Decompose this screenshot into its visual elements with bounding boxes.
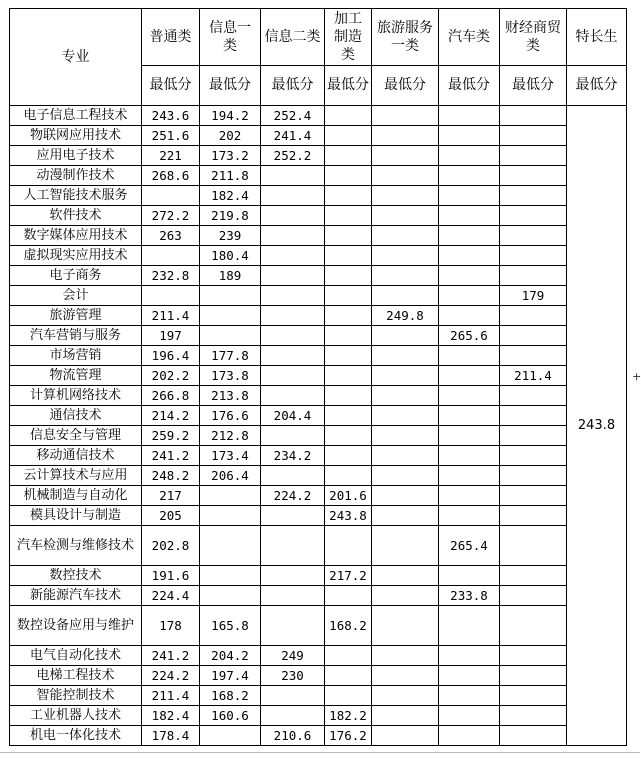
score-cell (439, 186, 500, 206)
major-name: 软件技术 (10, 206, 142, 226)
score-cell: 179 (500, 286, 567, 306)
score-cell (500, 606, 567, 646)
major-name: 汽车检测与维修技术 (10, 526, 142, 566)
score-cell (325, 186, 372, 206)
score-cell (500, 166, 567, 186)
table-row (10, 366, 627, 386)
score-cell (142, 246, 200, 266)
score-cell (261, 566, 325, 586)
category-header-special: 特长生 (567, 9, 627, 66)
major-name: 会计 (10, 286, 142, 306)
score-cell: 224.2 (142, 666, 200, 686)
score-cell (200, 566, 261, 586)
score-cell (200, 326, 261, 346)
score-cell (372, 326, 439, 346)
score-cell (439, 426, 500, 446)
score-cell: 212.8 (200, 426, 261, 446)
major-name: 移动通信技术 (10, 446, 142, 466)
table-row (10, 306, 627, 326)
table-row (10, 566, 627, 586)
score-cell (439, 246, 500, 266)
score-cell (325, 686, 372, 706)
score-cell: 265.6 (439, 326, 500, 346)
score-cell (372, 106, 439, 126)
edge-marker: + (632, 370, 641, 383)
score-cell (325, 666, 372, 686)
category-header-info-1: 信息一类 (200, 9, 261, 66)
score-cell (439, 606, 500, 646)
score-cell: 241.2 (142, 446, 200, 466)
score-cell: 182.2 (325, 706, 372, 726)
score-cell: 210.6 (261, 726, 325, 746)
score-cell (500, 106, 567, 126)
min-score-header: 最低分 (567, 66, 627, 106)
major-name: 市场营销 (10, 346, 142, 366)
score-cell: 224.2 (261, 486, 325, 506)
table-row (10, 446, 627, 466)
score-cell: 211.4 (142, 306, 200, 326)
table-row (10, 166, 627, 186)
major-name: 物流管理 (10, 366, 142, 386)
score-cell (439, 486, 500, 506)
score-cell (372, 266, 439, 286)
score-cell (261, 286, 325, 306)
table-row (10, 646, 627, 666)
score-cell (372, 166, 439, 186)
score-cell (372, 206, 439, 226)
score-cell (439, 306, 500, 326)
score-cell (372, 186, 439, 206)
score-cell (200, 306, 261, 326)
score-cell (439, 386, 500, 406)
score-cell (372, 466, 439, 486)
min-score-header: 最低分 (261, 66, 325, 106)
score-cell: 252.4 (261, 106, 325, 126)
score-cell (200, 286, 261, 306)
score-cell (261, 526, 325, 566)
score-cell (200, 526, 261, 566)
score-cell: 217 (142, 486, 200, 506)
score-cell (500, 386, 567, 406)
score-cell: 182.4 (200, 186, 261, 206)
score-cell: 180.4 (200, 246, 261, 266)
score-cell: 211.4 (500, 366, 567, 386)
score-cell (261, 266, 325, 286)
score-cell (500, 586, 567, 606)
score-cell (261, 686, 325, 706)
score-cell (325, 226, 372, 246)
score-cell: 217.2 (325, 566, 372, 586)
min-score-header: 最低分 (500, 66, 567, 106)
special-score-cell: 243.8 (567, 106, 627, 746)
major-name: 计算机网络技术 (10, 386, 142, 406)
score-cell: 178.4 (142, 726, 200, 746)
score-cell (500, 506, 567, 526)
score-cell (372, 666, 439, 686)
score-cell (372, 586, 439, 606)
score-cell (261, 166, 325, 186)
table-row (10, 386, 627, 406)
score-cell: 249.8 (372, 306, 439, 326)
table-row (10, 126, 627, 146)
score-cell (500, 446, 567, 466)
score-cell: 197 (142, 326, 200, 346)
score-cell (500, 226, 567, 246)
score-cell (500, 646, 567, 666)
score-cell (439, 726, 500, 746)
major-name: 人工智能技术服务 (10, 186, 142, 206)
score-cell: 266.8 (142, 386, 200, 406)
score-cell (372, 386, 439, 406)
major-name: 新能源汽车技术 (10, 586, 142, 606)
score-cell: 252.2 (261, 146, 325, 166)
score-cell (142, 186, 200, 206)
score-cell (439, 266, 500, 286)
table-row (10, 486, 627, 506)
score-cell (439, 646, 500, 666)
score-cell (439, 346, 500, 366)
table-row (10, 726, 627, 746)
table-row (10, 266, 627, 286)
score-cell (500, 326, 567, 346)
score-cell (500, 126, 567, 146)
score-cell (439, 686, 500, 706)
score-cell (372, 506, 439, 526)
major-name: 工业机器人技术 (10, 706, 142, 726)
score-cell (325, 426, 372, 446)
score-cell (439, 146, 500, 166)
score-cell (439, 506, 500, 526)
table-row (10, 506, 627, 526)
score-cell (325, 246, 372, 266)
score-cell (500, 426, 567, 446)
score-cell (372, 226, 439, 246)
score-cell (439, 286, 500, 306)
score-cell: 182.4 (142, 706, 200, 726)
score-cell (500, 206, 567, 226)
score-cell (261, 226, 325, 246)
major-name: 电子信息工程技术 (10, 106, 142, 126)
score-cell: 204.2 (200, 646, 261, 666)
major-name: 电气自动化技术 (10, 646, 142, 666)
table-row (10, 146, 627, 166)
score-cell (261, 606, 325, 646)
major-name: 应用电子技术 (10, 146, 142, 166)
score-cell: 176.2 (325, 726, 372, 746)
score-cell (439, 706, 500, 726)
score-cell (500, 686, 567, 706)
score-cell: 224.4 (142, 586, 200, 606)
score-cell: 177.8 (200, 346, 261, 366)
table-row (10, 326, 627, 346)
score-cell (439, 206, 500, 226)
score-cell (500, 346, 567, 366)
score-cell (439, 166, 500, 186)
major-name: 机械制造与自动化 (10, 486, 142, 506)
table-row (10, 186, 627, 206)
score-cell: 241.2 (142, 646, 200, 666)
score-cell: 173.8 (200, 366, 261, 386)
score-cell: 243.6 (142, 106, 200, 126)
score-cell (325, 266, 372, 286)
score-cell (372, 146, 439, 166)
score-cell (142, 286, 200, 306)
page-bottom-divider (0, 752, 640, 753)
score-cell (500, 266, 567, 286)
score-cell: 249 (261, 646, 325, 666)
category-header-finance: 财经商贸类 (500, 9, 567, 66)
score-cell (372, 446, 439, 466)
score-cell (325, 206, 372, 226)
score-cell (372, 706, 439, 726)
score-cell (500, 566, 567, 586)
score-cell (325, 406, 372, 426)
score-cell (500, 186, 567, 206)
score-cell (325, 166, 372, 186)
min-score-header: 最低分 (200, 66, 261, 106)
table-row (10, 526, 627, 566)
score-cell (200, 586, 261, 606)
score-cell: 251.6 (142, 126, 200, 146)
major-name: 电子商务 (10, 266, 142, 286)
score-cell (261, 306, 325, 326)
table-row (10, 466, 627, 486)
category-header-general: 普通类 (142, 9, 200, 66)
min-score-header: 最低分 (142, 66, 200, 106)
score-cell (325, 366, 372, 386)
score-cell: 176.6 (200, 406, 261, 426)
score-cell (261, 326, 325, 346)
score-cell: 173.2 (200, 146, 261, 166)
score-cell (372, 726, 439, 746)
score-cell: 243.8 (325, 506, 372, 526)
score-cell (439, 226, 500, 246)
table-row (10, 206, 627, 226)
category-header-automotive: 汽车类 (439, 9, 500, 66)
major-name: 模具设计与制造 (10, 506, 142, 526)
score-cell (372, 646, 439, 666)
score-cell: 230 (261, 666, 325, 686)
table-row (10, 426, 627, 446)
score-cell (261, 586, 325, 606)
score-cell (261, 706, 325, 726)
table-row (10, 106, 627, 126)
score-cell: 165.8 (200, 606, 261, 646)
score-cell (500, 466, 567, 486)
min-score-header: 最低分 (372, 66, 439, 106)
score-cell (372, 526, 439, 566)
score-cell (325, 586, 372, 606)
score-cell (200, 506, 261, 526)
table-row (10, 286, 627, 306)
score-cell (439, 666, 500, 686)
score-cell: 211.4 (142, 686, 200, 706)
score-cell (325, 326, 372, 346)
score-cell (261, 186, 325, 206)
score-cell (439, 566, 500, 586)
score-cell: 241.4 (261, 126, 325, 146)
score-cell (372, 486, 439, 506)
header-row (10, 9, 627, 66)
score-cell: 248.2 (142, 466, 200, 486)
major-name: 通信技术 (10, 406, 142, 426)
major-name: 信息安全与管理 (10, 426, 142, 446)
score-cell: 196.4 (142, 346, 200, 366)
score-cell: 233.8 (439, 586, 500, 606)
score-cell: 191.6 (142, 566, 200, 586)
score-cell: 268.6 (142, 166, 200, 186)
score-cell (372, 126, 439, 146)
score-cell (261, 386, 325, 406)
score-cell: 202 (200, 126, 261, 146)
table-row (10, 666, 627, 686)
score-cell (261, 346, 325, 366)
major-name: 动漫制作技术 (10, 166, 142, 186)
major-name: 旅游管理 (10, 306, 142, 326)
score-cell (372, 366, 439, 386)
score-cell (439, 366, 500, 386)
score-cell (261, 206, 325, 226)
min-score-header: 最低分 (325, 66, 372, 106)
score-cell: 168.2 (200, 686, 261, 706)
score-cell (325, 526, 372, 566)
table-row (10, 226, 627, 246)
score-cell: 239 (200, 226, 261, 246)
score-cell (325, 646, 372, 666)
table-row (10, 246, 627, 266)
major-name: 数字媒体应用技术 (10, 226, 142, 246)
score-cell: 202.2 (142, 366, 200, 386)
major-name: 物联网应用技术 (10, 126, 142, 146)
score-cell: 204.4 (261, 406, 325, 426)
score-cell: 201.6 (325, 486, 372, 506)
score-cell: 197.4 (200, 666, 261, 686)
major-name: 数控设备应用与维护 (10, 606, 142, 646)
score-cell (439, 406, 500, 426)
score-cell (261, 506, 325, 526)
category-header-info-2: 信息二类 (261, 9, 325, 66)
score-cell (372, 346, 439, 366)
category-header-tourism: 旅游服务一类 (372, 9, 439, 66)
score-cell: 206.4 (200, 466, 261, 486)
table-row (10, 686, 627, 706)
score-cell (325, 466, 372, 486)
score-cell (261, 246, 325, 266)
score-cell (372, 686, 439, 706)
score-cell (325, 286, 372, 306)
score-cell (439, 106, 500, 126)
score-cell (372, 606, 439, 646)
score-cell (500, 406, 567, 426)
score-cell (372, 566, 439, 586)
score-cell: 263 (142, 226, 200, 246)
score-cell (372, 246, 439, 266)
category-header-manufacturing: 加工制造类 (325, 9, 372, 66)
score-cell: 214.2 (142, 406, 200, 426)
score-cell: 205 (142, 506, 200, 526)
score-cell (500, 246, 567, 266)
score-cell: 160.6 (200, 706, 261, 726)
score-cell (325, 306, 372, 326)
score-cell (261, 366, 325, 386)
score-cell: 189 (200, 266, 261, 286)
score-cell: 272.2 (142, 206, 200, 226)
score-cell (500, 726, 567, 746)
major-name: 数控技术 (10, 566, 142, 586)
score-cell (261, 426, 325, 446)
score-cell (500, 526, 567, 566)
major-header: 专业 (10, 9, 142, 106)
major-name: 机电一体化技术 (10, 726, 142, 746)
min-score-header: 最低分 (439, 66, 500, 106)
score-cell: 202.8 (142, 526, 200, 566)
score-cell: 178 (142, 606, 200, 646)
score-cell: 168.2 (325, 606, 372, 646)
score-cell (261, 466, 325, 486)
score-cell (325, 346, 372, 366)
score-cell (325, 446, 372, 466)
major-name: 电梯工程技术 (10, 666, 142, 686)
score-cell (500, 706, 567, 726)
score-cell (200, 486, 261, 506)
score-cell (439, 466, 500, 486)
score-cell (500, 146, 567, 166)
score-cell (439, 126, 500, 146)
major-name: 云计算技术与应用 (10, 466, 142, 486)
score-cell (325, 126, 372, 146)
score-cell (372, 426, 439, 446)
score-cell (372, 406, 439, 426)
table-row (10, 606, 627, 646)
score-cell: 211.8 (200, 166, 261, 186)
major-name: 汽车营销与服务 (10, 326, 142, 346)
table-row (10, 706, 627, 726)
score-cell: 219.8 (200, 206, 261, 226)
score-cell: 194.2 (200, 106, 261, 126)
table-row (10, 406, 627, 426)
score-cell (500, 666, 567, 686)
score-cell (325, 146, 372, 166)
admission-score-table (9, 8, 627, 746)
table-row (10, 586, 627, 606)
score-cell: 221 (142, 146, 200, 166)
major-name: 虚拟现实应用技术 (10, 246, 142, 266)
score-cell (500, 486, 567, 506)
score-cell (325, 386, 372, 406)
score-cell (325, 106, 372, 126)
score-cell: 232.8 (142, 266, 200, 286)
score-cell (200, 726, 261, 746)
score-cell: 213.8 (200, 386, 261, 406)
table-body (10, 9, 627, 746)
score-cell (372, 286, 439, 306)
score-cell: 234.2 (261, 446, 325, 466)
major-name: 智能控制技术 (10, 686, 142, 706)
score-cell: 173.4 (200, 446, 261, 466)
score-cell (439, 446, 500, 466)
table-row (10, 346, 627, 366)
score-cell: 259.2 (142, 426, 200, 446)
score-cell: 265.4 (439, 526, 500, 566)
score-cell (500, 306, 567, 326)
